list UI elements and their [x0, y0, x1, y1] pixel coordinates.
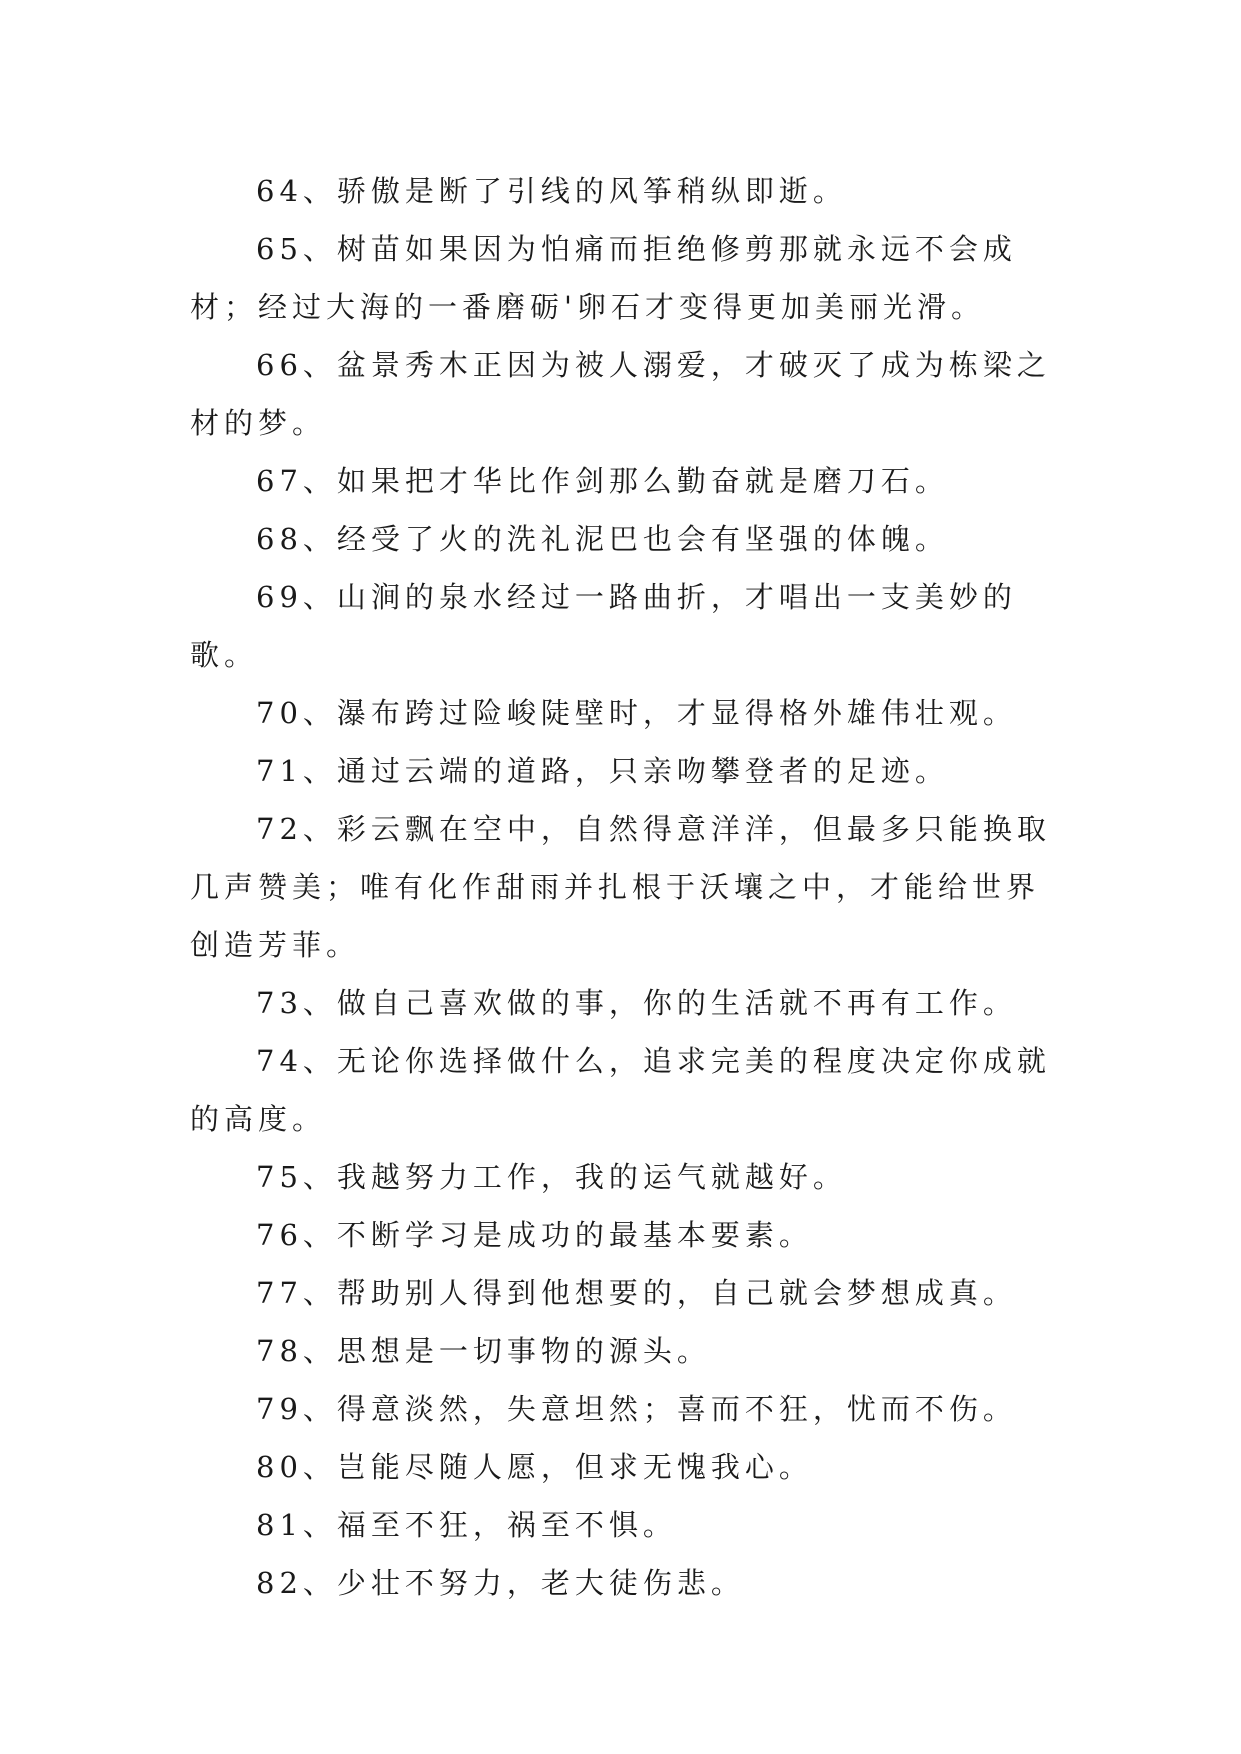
quote-paragraph: 78、思想是一切事物的源头。	[256, 1334, 711, 1368]
quote-paragraph: 81、福至不狂，祸至不惧。	[256, 1508, 677, 1542]
quote-paragraph: 82、少壮不努力，老大徒伤悲。	[256, 1566, 745, 1600]
quote-paragraph: 77、帮助别人得到他想要的，自己就会梦想成真。	[256, 1276, 1017, 1310]
quote-paragraph: 64、骄傲是断了引线的风筝稍纵即逝。	[256, 174, 847, 208]
quote-paragraph: 73、做自己喜欢做的事，你的生活就不再有工作。	[256, 986, 1017, 1020]
quote-paragraph: 71、通过云端的道路，只亲吻攀登者的足迹。	[256, 754, 949, 788]
quote-paragraph: 76、不断学习是成功的最基本要素。	[256, 1218, 813, 1252]
quote-paragraph: 68、经受了火的洗礼泥巴也会有坚强的体魄。	[256, 522, 949, 556]
quote-paragraph: 72、彩云飘在空中，自然得意洋洋，但最多只能换取几声赞美；唯有化作甜雨并扎根于沃壤之中，才能给世界创造芳菲。	[190, 812, 1051, 962]
quote-paragraph: 75、我越努力工作，我的运气就越好。	[256, 1160, 847, 1194]
quote-paragraph: 80、岂能尽随人愿，但求无愧我心。	[256, 1450, 813, 1484]
quote-paragraph: 65、树苗如果因为怕痛而拒绝修剪那就永远不会成材；经过大海的一番磨砺'卵石才变得更加美丽光滑。	[190, 232, 1017, 324]
quote-paragraph: 70、瀑布跨过险峻陡壁时，才显得格外雄伟壮观。	[256, 696, 1017, 730]
quote-paragraph: 74、无论你选择做什么，追求完美的程度决定你成就的高度。	[190, 1044, 1051, 1136]
quote-paragraph: 69、山涧的泉水经过一路曲折，才唱出一支美妙的歌。	[190, 580, 1017, 672]
quote-paragraph: 67、如果把才华比作剑那么勤奋就是磨刀石。	[256, 464, 949, 498]
document-body	[190, 162, 1070, 1612]
quote-paragraph: 66、盆景秀木正因为被人溺爱，才破灭了成为栋梁之材的梦。	[190, 348, 1051, 440]
quote-paragraph: 79、得意淡然，失意坦然；喜而不狂，忧而不伤。	[256, 1392, 1017, 1426]
